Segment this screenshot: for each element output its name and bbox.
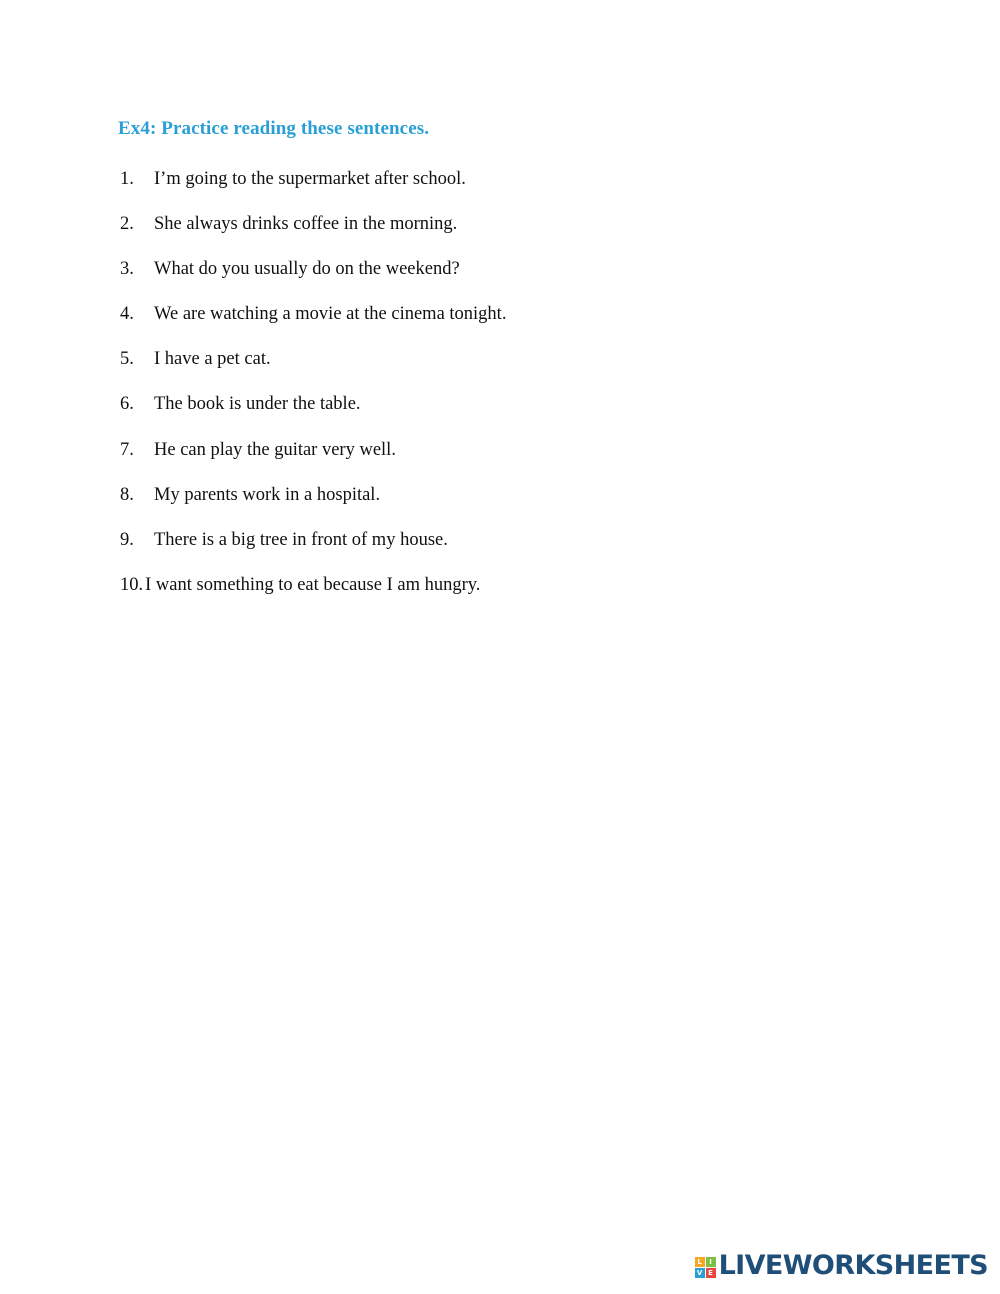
list-item (120, 347, 506, 392)
item-number: 2. (120, 214, 134, 235)
sentence-text: What do you usually do on the weekend? (154, 259, 460, 280)
list-item (120, 392, 506, 437)
sentence-list (120, 167, 506, 618)
item-number: 9. (120, 529, 134, 550)
logo-mark-tile: I (706, 1257, 716, 1267)
list-item (120, 302, 506, 347)
list-item (120, 212, 506, 257)
sentence-text: He can play the guitar very well. (154, 439, 396, 460)
sentence-text: I’m going to the supermarket after school. (154, 169, 466, 189)
list-item (120, 528, 506, 573)
logo-mark-tile: L (695, 1257, 705, 1267)
sentence-text: She always drinks coffee in the morning. (154, 214, 458, 235)
item-number: 4. (120, 304, 134, 325)
logo-text: LIVEWORKSHEETS (718, 1250, 988, 1281)
item-number: 5. (120, 349, 134, 370)
logo-mark-tile: E (706, 1268, 716, 1278)
list-item (120, 438, 506, 483)
item-number: 7. (120, 439, 134, 460)
list-item (120, 573, 506, 618)
sentence-text: My parents work in a hospital. (154, 484, 381, 505)
sentence-text: I have a pet cat. (154, 349, 271, 370)
item-number: 3. (120, 259, 134, 280)
liveworksheets-logo (695, 1249, 988, 1283)
item-number: 10. (120, 574, 144, 595)
item-number: 6. (120, 394, 134, 415)
item-number: 1. (120, 169, 134, 189)
list-item (120, 483, 506, 528)
sentence-text: There is a big tree in front of my house. (154, 529, 448, 550)
item-number: 8. (120, 484, 134, 505)
logo-mark-icon (695, 1257, 716, 1278)
sentence-text: We are watching a movie at the cinema tonight. (154, 304, 507, 325)
sentence-text: I want something to eat because I am hungry. (145, 574, 481, 595)
list-item (120, 167, 506, 212)
list-item (120, 257, 506, 302)
logo-mark-tile: V (695, 1268, 705, 1278)
sentence-text: The book is under the table. (154, 394, 361, 415)
exercise-heading: Ex4: Practice reading these sentences. (118, 118, 430, 139)
